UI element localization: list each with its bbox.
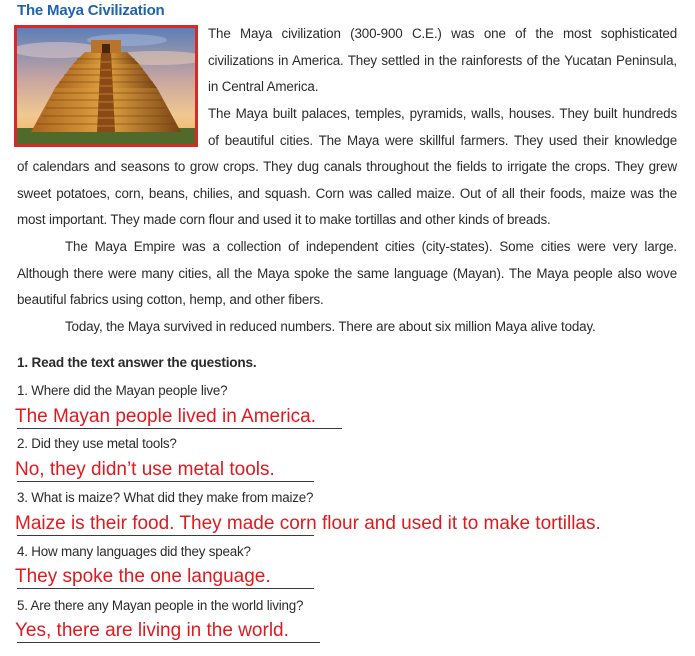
answer-line: [17, 588, 314, 589]
text-line: most important. They made corn flour and used it to make tortillas and other kinds of breads.: [17, 212, 551, 228]
text-line: sweet potatoes, corn, beans, chilies, and squash. Corn was called maize. Out of all their foods, maize was the: [17, 185, 677, 201]
answer-1[interactable]: The Mayan people lived in America.: [15, 406, 316, 427]
paragraph-today: [17, 314, 677, 341]
text-line: of beautiful cities. The Maya were skillful farmers. They used their knowledge: [208, 132, 677, 148]
text-line: Although there were many cities, all the Maya spoke the same language (Mayan). The Maya people also wove: [17, 265, 677, 281]
page-title: The Maya Civilization: [17, 2, 165, 19]
text-line: beautiful fabrics using cotton, hemp, and other fibers.: [17, 292, 324, 308]
question-2: 2. Did they use metal tools?: [17, 436, 177, 451]
text-line: of calendars and seasons to grow crops. They dug canals throughout the fields to irrigate the crops. They grew: [17, 159, 677, 175]
answer-5[interactable]: Yes, there are living in the world.: [15, 620, 289, 641]
question-3: 3. What is maize? What did they make from maize?: [17, 490, 314, 505]
paragraph-intro: [208, 21, 677, 101]
text-line: The Maya Empire was a collection of independent cities (city-states). Some cities were very large.: [65, 239, 677, 254]
question-4: 4. How many languages did they speak?: [17, 544, 251, 559]
answer-line: [17, 642, 320, 643]
answer-2[interactable]: No, they didn’t use metal tools.: [15, 459, 275, 480]
paragraph-empire: [17, 234, 677, 314]
exercise-heading: 1. Read the text answer the questions.: [17, 355, 257, 370]
text-line: civilizations in America. They settled in the rainforests of the Yucatan Peninsula,: [208, 52, 677, 68]
answer-line: [17, 535, 314, 536]
question-5: 5. Are there any Mayan people in the world living?: [17, 598, 304, 613]
answer-line: [17, 481, 314, 482]
text-line: The Maya civilization (300-900 C.E.) was one of the most sophisticated: [208, 26, 677, 41]
paragraph-farming: [17, 101, 677, 234]
question-1: 1. Where did the Mayan people live?: [17, 383, 228, 398]
answer-line: [17, 428, 342, 429]
text-line: Today, the Maya survived in reduced numbers. There are about six million Maya alive today.: [65, 319, 596, 334]
answer-4[interactable]: They spoke the one language.: [15, 566, 271, 587]
text-line: The Maya built palaces, temples, pyramids, walls, houses. They built hundreds: [208, 106, 677, 121]
answer-3[interactable]: Maize is their food. They made corn flour and used it to make tortillas.: [15, 513, 601, 534]
text-line: in Central America.: [208, 79, 319, 95]
